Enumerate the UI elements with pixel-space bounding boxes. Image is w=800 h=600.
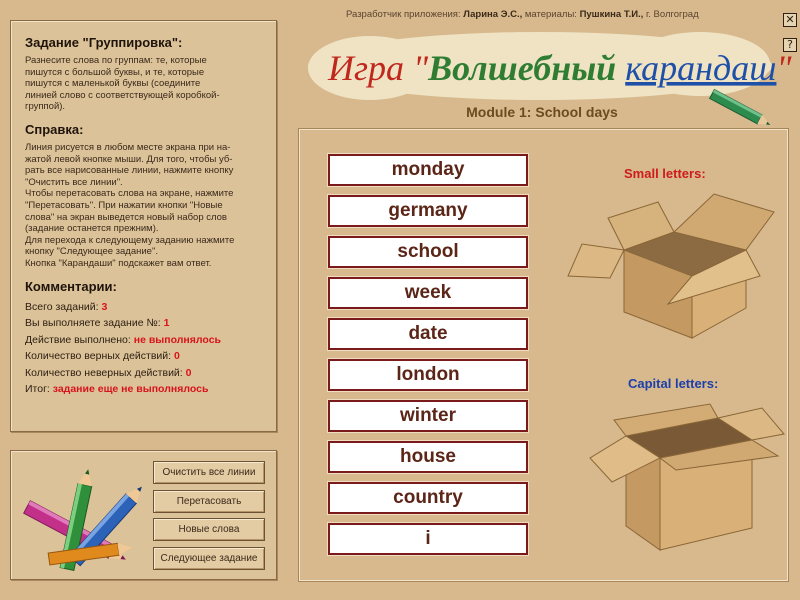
small-letters-box[interactable] [564, 188, 779, 346]
help-icon: ? [787, 38, 793, 51]
stat-correct-label: Количество верных действий: [25, 350, 172, 362]
help-text: Линия рисуется в любом месте экрана при на- жатой левой кнопке мыши. Для того, чтобы уб- рать все нарисованные линии, нажмите кнопку "Очистить все линии". Чтобы перетасовать слова на экране, нажмите "Перетасовать". При нажатии кнопки "Новые слова" на экран выведется новый набор слов (задание останется прежним). Для перехода к следующему заданию нажмите кнопку "Следующее задание". Кнопка "Карандаши" подскажет вам ответ. [25, 141, 235, 269]
close-icon: ✕ [785, 13, 795, 26]
clear-lines-button[interactable]: Очистить все линии [153, 461, 265, 484]
word-card[interactable]: week [328, 277, 528, 309]
developer-name: Ларина Э.С., [463, 9, 523, 20]
materials-author: Пушкина Т.И., [579, 9, 644, 20]
cardboard-box-icon [590, 404, 784, 550]
word-card[interactable]: london [328, 359, 528, 391]
stat-wrong-label: Количество неверных действий: [25, 366, 183, 379]
module-title: Module 1: School days [466, 104, 618, 120]
new-words-button[interactable]: Новые слова [153, 518, 265, 541]
game-title [327, 48, 792, 88]
stat-current-value: 1 [163, 317, 170, 329]
word-card[interactable]: house [328, 441, 528, 473]
comments-heading: Комментарии: [25, 278, 117, 294]
stat-current-label: Вы выполняете задание №: [25, 317, 161, 329]
stat-result [25, 381, 264, 398]
next-task-button[interactable]: Следующее задание [153, 547, 265, 570]
stat-result-label: Итог: [25, 383, 50, 395]
stat-result-value: задание еще не выполнялось [52, 383, 209, 395]
word-card[interactable]: winter [328, 400, 528, 432]
word-card[interactable]: monday [328, 154, 528, 186]
game-title-banner [300, 24, 792, 144]
cardboard-box-icon [568, 194, 774, 338]
small-letters-label: Small letters: [624, 166, 706, 181]
stat-total [25, 299, 264, 316]
credits-line [346, 9, 699, 20]
task-text: Разнесите слова по группам: те, которые пишутся с большой буквы, и те, которые пишутся с маленькой буквы (соедините линией слово с соответствующей коробкой- группой). [25, 55, 220, 113]
word-card[interactable]: country [328, 482, 528, 514]
close-button[interactable] [783, 13, 797, 27]
title-part-2: Волшебный [428, 48, 617, 88]
stat-correct [25, 348, 264, 365]
tools-panel [10, 450, 277, 580]
game-area[interactable] [299, 129, 788, 581]
word-card[interactable]: school [328, 236, 528, 268]
title-part-4: " [776, 48, 792, 88]
credits-prefix: Разработчик приложения: [346, 9, 461, 20]
capital-letters-label: Capital letters: [628, 376, 719, 391]
help-heading: Справка: [25, 121, 84, 137]
word-card[interactable]: germany [328, 195, 528, 227]
stat-current [25, 315, 264, 332]
stat-action-label: Действие выполнено: [25, 333, 131, 346]
title-part-3: карандаш [625, 48, 777, 88]
stat-correct-value: 0 [174, 350, 180, 362]
capital-letters-box[interactable] [586, 400, 786, 558]
word-card[interactable]: date [328, 318, 528, 350]
stat-total-label: Всего заданий: [25, 300, 99, 313]
materials-label: материалы: [524, 9, 577, 20]
stat-total-value: 3 [101, 300, 108, 313]
task-panel [10, 20, 277, 432]
stat-wrong-value: 0 [185, 366, 192, 379]
pencils-hint-button[interactable] [19, 465, 149, 575]
task-heading: Задание "Группировка": [25, 35, 183, 50]
title-part-1: Игра " [328, 48, 429, 88]
shuffle-button[interactable]: Перетасовать [153, 490, 265, 513]
city: г. Волгоград [645, 9, 699, 20]
stat-action [25, 332, 264, 349]
stat-action-value: не выполнялось [133, 333, 222, 346]
stat-wrong [25, 365, 264, 382]
word-card[interactable]: i [328, 523, 528, 555]
